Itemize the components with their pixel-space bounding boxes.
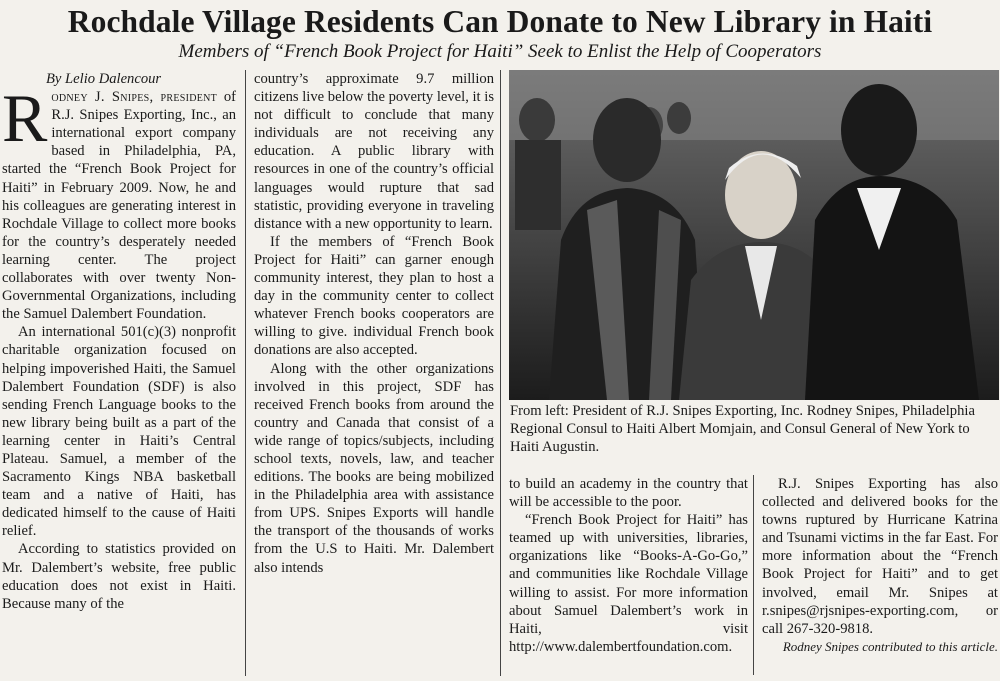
col2-paragraph-1: country’s approximate 9.7 million citizens live below the poverty level, it is not difficult to conclude that many individuals are not receiving any education. A public library with resources in one of the country’s official languages would rupture that sad statistic, providing everyone in traveling distance with a new opportunity to learn. bbox=[254, 71, 494, 232]
column-divider-1 bbox=[245, 70, 246, 676]
column-divider-3 bbox=[753, 475, 754, 675]
lead-smallcaps: odney J. Snipes, president bbox=[51, 89, 218, 106]
col1-paragraph-2: An international 501(c)(3) nonprofit charitable organization focused on helping impoverished Haiti, the Samuel Dalembert Foundation (SDF) is also sending French Language books to the new library being built as a part of the learning center in Haiti’s Central Plateau. Samuel, a member of the Sacramento Kings NBA basketball team and a native of Haiti, has dedicated himself to the cause of Haiti relief. bbox=[2, 324, 236, 540]
col4-paragraph-1: R.J. Snipes Exporting has also collected and delivered books for the towns ruptured by Hurricane Katrina and Tsunami victims in the far East. For more information about the “French Book Project for Haiti” and to get involved, email Mr. Snipes at r.snipes@rjsnipes-exporting.com, or call 267-320-9818. bbox=[762, 476, 998, 637]
article-photo bbox=[509, 70, 999, 400]
column-divider-2 bbox=[500, 70, 501, 676]
col3-paragraph-2: “French Book Project for Haiti” has teamed up with universities, libraries, organizations like “Books-A-Go-Go,” and communities like Rochdale Village willing to assist. For more information about Samuel Dalembert’s work in Haiti, visit http://www.dalembertfoundation.com. bbox=[509, 512, 748, 655]
column-2 bbox=[254, 70, 494, 577]
headline: Rochdale Village Residents Can Donate to New Library in Haiti bbox=[67, 4, 933, 39]
col3-paragraph-1: to build an academy in the country that will be accessible to the poor. bbox=[509, 476, 748, 511]
col2-paragraph-2: If the members of “French Book Project for Haiti” can garner enough community interest, they plan to host a day in the community center to collect whatever French books cooperators are willing to give. individual French book donations are also accepted. bbox=[254, 233, 494, 359]
photo-three-men-illustration bbox=[509, 70, 999, 400]
lead-paragraph bbox=[2, 80, 236, 323]
col2-paragraph-3: Along with the other organizations involved in this project, SDF has received French books from around the country and Canada that consist of a wide range of topics/subjects, including school texts, novels, law, and teacher editions. The books are being mobilized in the Philadelphia area with assistance from UPS. Snipes Exports will handle the transport of the thousands of works from the U.S to Haiti. Mr. Dalembert also intends bbox=[254, 360, 494, 576]
drop-cap: R bbox=[2, 80, 48, 157]
col1-paragraph-1: of R.J. Snipes Exporting, Inc., an international export company based in Philadelphia, PA, started the “French Book Project for Haiti” in February 2009. Now, he and his colleagues are generating interest in Rochdale Village to collect more books for the country’s desperately needed learning center. The project collaborates with over twenty Non-Governmental Organizations, including the Samuel Dalembert Foundation. bbox=[2, 89, 236, 323]
byline: By Lelio Dalencour bbox=[46, 71, 162, 87]
photo-caption: From left: President of R.J. Snipes Exporting, Inc. Rodney Snipes, Philadelphia Regional Consul to Haiti Albert Momjain, and Consul General of New York to Haiti Augustin. bbox=[510, 403, 975, 456]
column-3 bbox=[509, 475, 748, 656]
column-4 bbox=[762, 475, 998, 656]
subheadline: Members of “French Book Project for Haiti” Seek to Enlist the Help of Cooperators bbox=[178, 41, 822, 62]
column-1 bbox=[2, 70, 236, 613]
col1-paragraph-3: According to statistics provided on Mr. Dalembert’s website, free public education does not exist in Haiti. Because many of the bbox=[2, 541, 236, 612]
article-credit: Rodney Snipes contributed to this article. bbox=[782, 638, 998, 654]
